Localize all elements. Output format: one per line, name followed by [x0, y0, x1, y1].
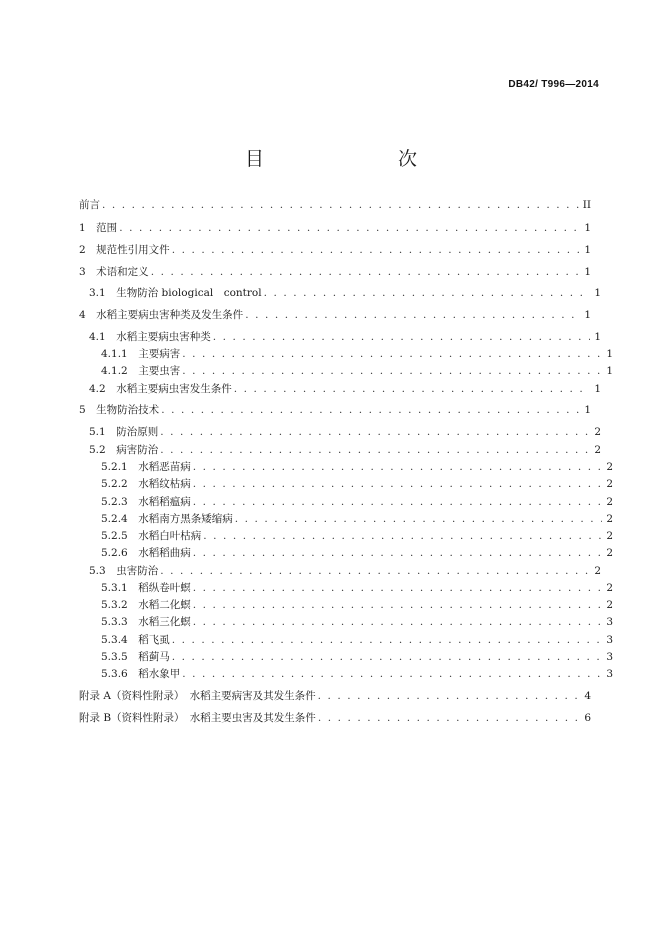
toc-entry-title: 3.1 生物防治 biological control	[89, 287, 262, 299]
toc-entry-title: 4.1.1 主要病害	[101, 348, 181, 360]
toc-entry-page-number: 1	[584, 266, 591, 278]
toc-entry-title: 4.1.2 主要虫害	[101, 365, 181, 377]
toc-entry-title: 5.2.1 水稻恶苗病	[101, 461, 191, 473]
toc-entry-title: 5 生物防治技术	[79, 404, 160, 416]
dot-leader	[213, 330, 590, 344]
toc-entry[interactable]	[79, 347, 613, 361]
dot-leader	[193, 546, 602, 560]
dot-leader	[235, 512, 602, 526]
toc-entry-title: 5.3.2 水稻二化螟	[101, 599, 191, 611]
dot-leader	[160, 425, 590, 439]
toc-entry-title: 前言	[79, 199, 100, 211]
dot-leader	[193, 581, 602, 595]
toc-entry-title: 5.1 防治原则	[89, 426, 159, 438]
toc-entry-page-number: 1	[584, 309, 591, 321]
toc-entry-page-number: 3	[606, 634, 613, 646]
toc-entry-page-number: 1	[594, 287, 601, 299]
dot-leader	[193, 495, 602, 509]
toc-entry[interactable]	[79, 265, 591, 279]
toc-entry-title: 5.2.6 水稻稻曲病	[101, 547, 191, 559]
toc-entry[interactable]	[79, 529, 613, 543]
toc-entry-page-number: 1	[584, 404, 591, 416]
dot-leader	[193, 460, 602, 474]
dot-leader	[102, 198, 580, 212]
dot-leader	[161, 403, 580, 417]
toc-entry[interactable]	[79, 243, 591, 257]
toc-entry-title: 5.2.3 水稻稻瘟病	[101, 496, 191, 508]
toc-entry[interactable]	[79, 382, 601, 396]
toc-entry-title: 1 范围	[79, 222, 118, 234]
toc-entry-page-number: 3	[606, 651, 613, 663]
toc-entry-title: 5.2.2 水稻纹枯病	[101, 478, 191, 490]
dot-leader	[193, 615, 602, 629]
toc-entry[interactable]	[79, 546, 613, 560]
toc-entry-title: 5.2.5 水稻白叶枯病	[101, 530, 202, 542]
toc-entry[interactable]	[79, 286, 601, 300]
toc-entry-page-number: 1	[584, 244, 591, 256]
toc-entry[interactable]	[79, 443, 601, 457]
toc-entry-page-number: 2	[606, 513, 613, 525]
toc-entry-title: 附录 A（资料性附录） 水稻主要病害及其发生条件	[79, 690, 316, 702]
document-id: DB42/ T996—2014	[508, 79, 599, 90]
dot-leader	[182, 347, 602, 361]
toc-entry-page-number: 2	[594, 565, 601, 577]
toc-entry-title: 5.3.1 稻纵卷叶螟	[101, 582, 191, 594]
toc-entry[interactable]	[79, 564, 601, 578]
toc-entry-page-number: 2	[606, 530, 613, 542]
toc-entry-title: 5.3.4 稻飞虱	[101, 634, 170, 646]
dot-leader	[193, 598, 602, 612]
toc-entry-page-number: 1	[584, 222, 591, 234]
toc-entry-page-number: 3	[606, 668, 613, 680]
toc-entry-title: 3 术语和定义	[79, 266, 149, 278]
toc-entry-page-number: 6	[584, 712, 591, 724]
toc-entry[interactable]	[79, 198, 591, 212]
toc-entry-page-number: 2	[594, 444, 601, 456]
dot-leader	[172, 650, 602, 664]
toc-entry-title: 5.3.6 稻水象甲	[101, 668, 181, 680]
dot-leader	[234, 382, 590, 396]
dot-leader	[119, 221, 580, 235]
toc-entry-title: 2 规范性引用文件	[79, 244, 170, 256]
dot-leader	[318, 689, 580, 703]
toc-entry[interactable]	[79, 495, 613, 509]
toc-entry[interactable]	[79, 403, 591, 417]
toc-entry-title: 5.3.5 稻蓟马	[101, 651, 170, 663]
dot-leader	[151, 265, 580, 279]
toc-entry[interactable]	[79, 689, 591, 703]
toc-entry-page-number: 2	[606, 599, 613, 611]
toc-entry-title: 5.3.3 水稻三化螟	[101, 616, 191, 628]
toc-entry[interactable]	[79, 221, 591, 235]
toc-entry-title: 5.2 病害防治	[89, 444, 159, 456]
toc-entry-title: 附录 B（资料性附录） 水稻主要虫害及其发生条件	[79, 712, 316, 724]
toc-entry-page-number: 3	[606, 616, 613, 628]
dot-leader	[203, 529, 602, 543]
dot-leader	[264, 286, 590, 300]
dot-leader	[160, 564, 590, 578]
dot-leader	[193, 477, 602, 491]
toc-entry-page-number: 1	[606, 365, 613, 377]
toc-entry-title: 4.2 水稻主要病虫害发生条件	[89, 383, 232, 395]
toc-entry-page-number: 2	[594, 426, 601, 438]
toc-entry[interactable]	[79, 598, 613, 612]
toc-entry-page-number: 4	[584, 690, 591, 702]
toc-entry[interactable]	[79, 364, 613, 378]
dot-leader	[318, 711, 580, 725]
dot-leader	[172, 633, 602, 647]
toc-entry[interactable]	[79, 667, 613, 681]
toc-entry[interactable]	[79, 477, 613, 491]
toc-entry-title: 5.3 虫害防治	[89, 565, 159, 577]
toc-entry[interactable]	[79, 512, 613, 526]
toc-entry-page-number: 1	[594, 331, 601, 343]
toc-entry[interactable]	[79, 650, 613, 664]
dot-leader	[245, 308, 580, 322]
toc-entry-page-number: 2	[606, 461, 613, 473]
toc-entry-title: 5.2.4 水稻南方黑条矮缩病	[101, 513, 233, 525]
toc-entry-page-number: 2	[606, 496, 613, 508]
toc-entry-page-number: 2	[606, 547, 613, 559]
dot-leader	[182, 364, 602, 378]
dot-leader	[182, 667, 602, 681]
page-title: 目 次	[244, 148, 449, 170]
toc-entry-page-number: 2	[606, 582, 613, 594]
toc-entry-page-number: 2	[606, 478, 613, 490]
toc-entry[interactable]	[79, 425, 601, 439]
toc-entry-page-number: 1	[594, 383, 601, 395]
toc-entry-title: 4.1 水稻主要病虫害种类	[89, 331, 211, 343]
toc-entry[interactable]	[79, 711, 591, 725]
toc-entry[interactable]	[79, 330, 601, 344]
dot-leader	[172, 243, 580, 257]
toc-entry-page-number: 1	[606, 348, 613, 360]
toc-entry-title: 4 水稻主要病虫害种类及发生条件	[79, 309, 244, 321]
toc-entry-page-number: II	[582, 199, 591, 211]
dot-leader	[160, 443, 590, 457]
toc-entry[interactable]	[79, 308, 591, 322]
toc-entry[interactable]	[79, 633, 613, 647]
toc-entry[interactable]	[79, 581, 613, 595]
toc-entry[interactable]	[79, 460, 613, 474]
toc-entry[interactable]	[79, 615, 613, 629]
